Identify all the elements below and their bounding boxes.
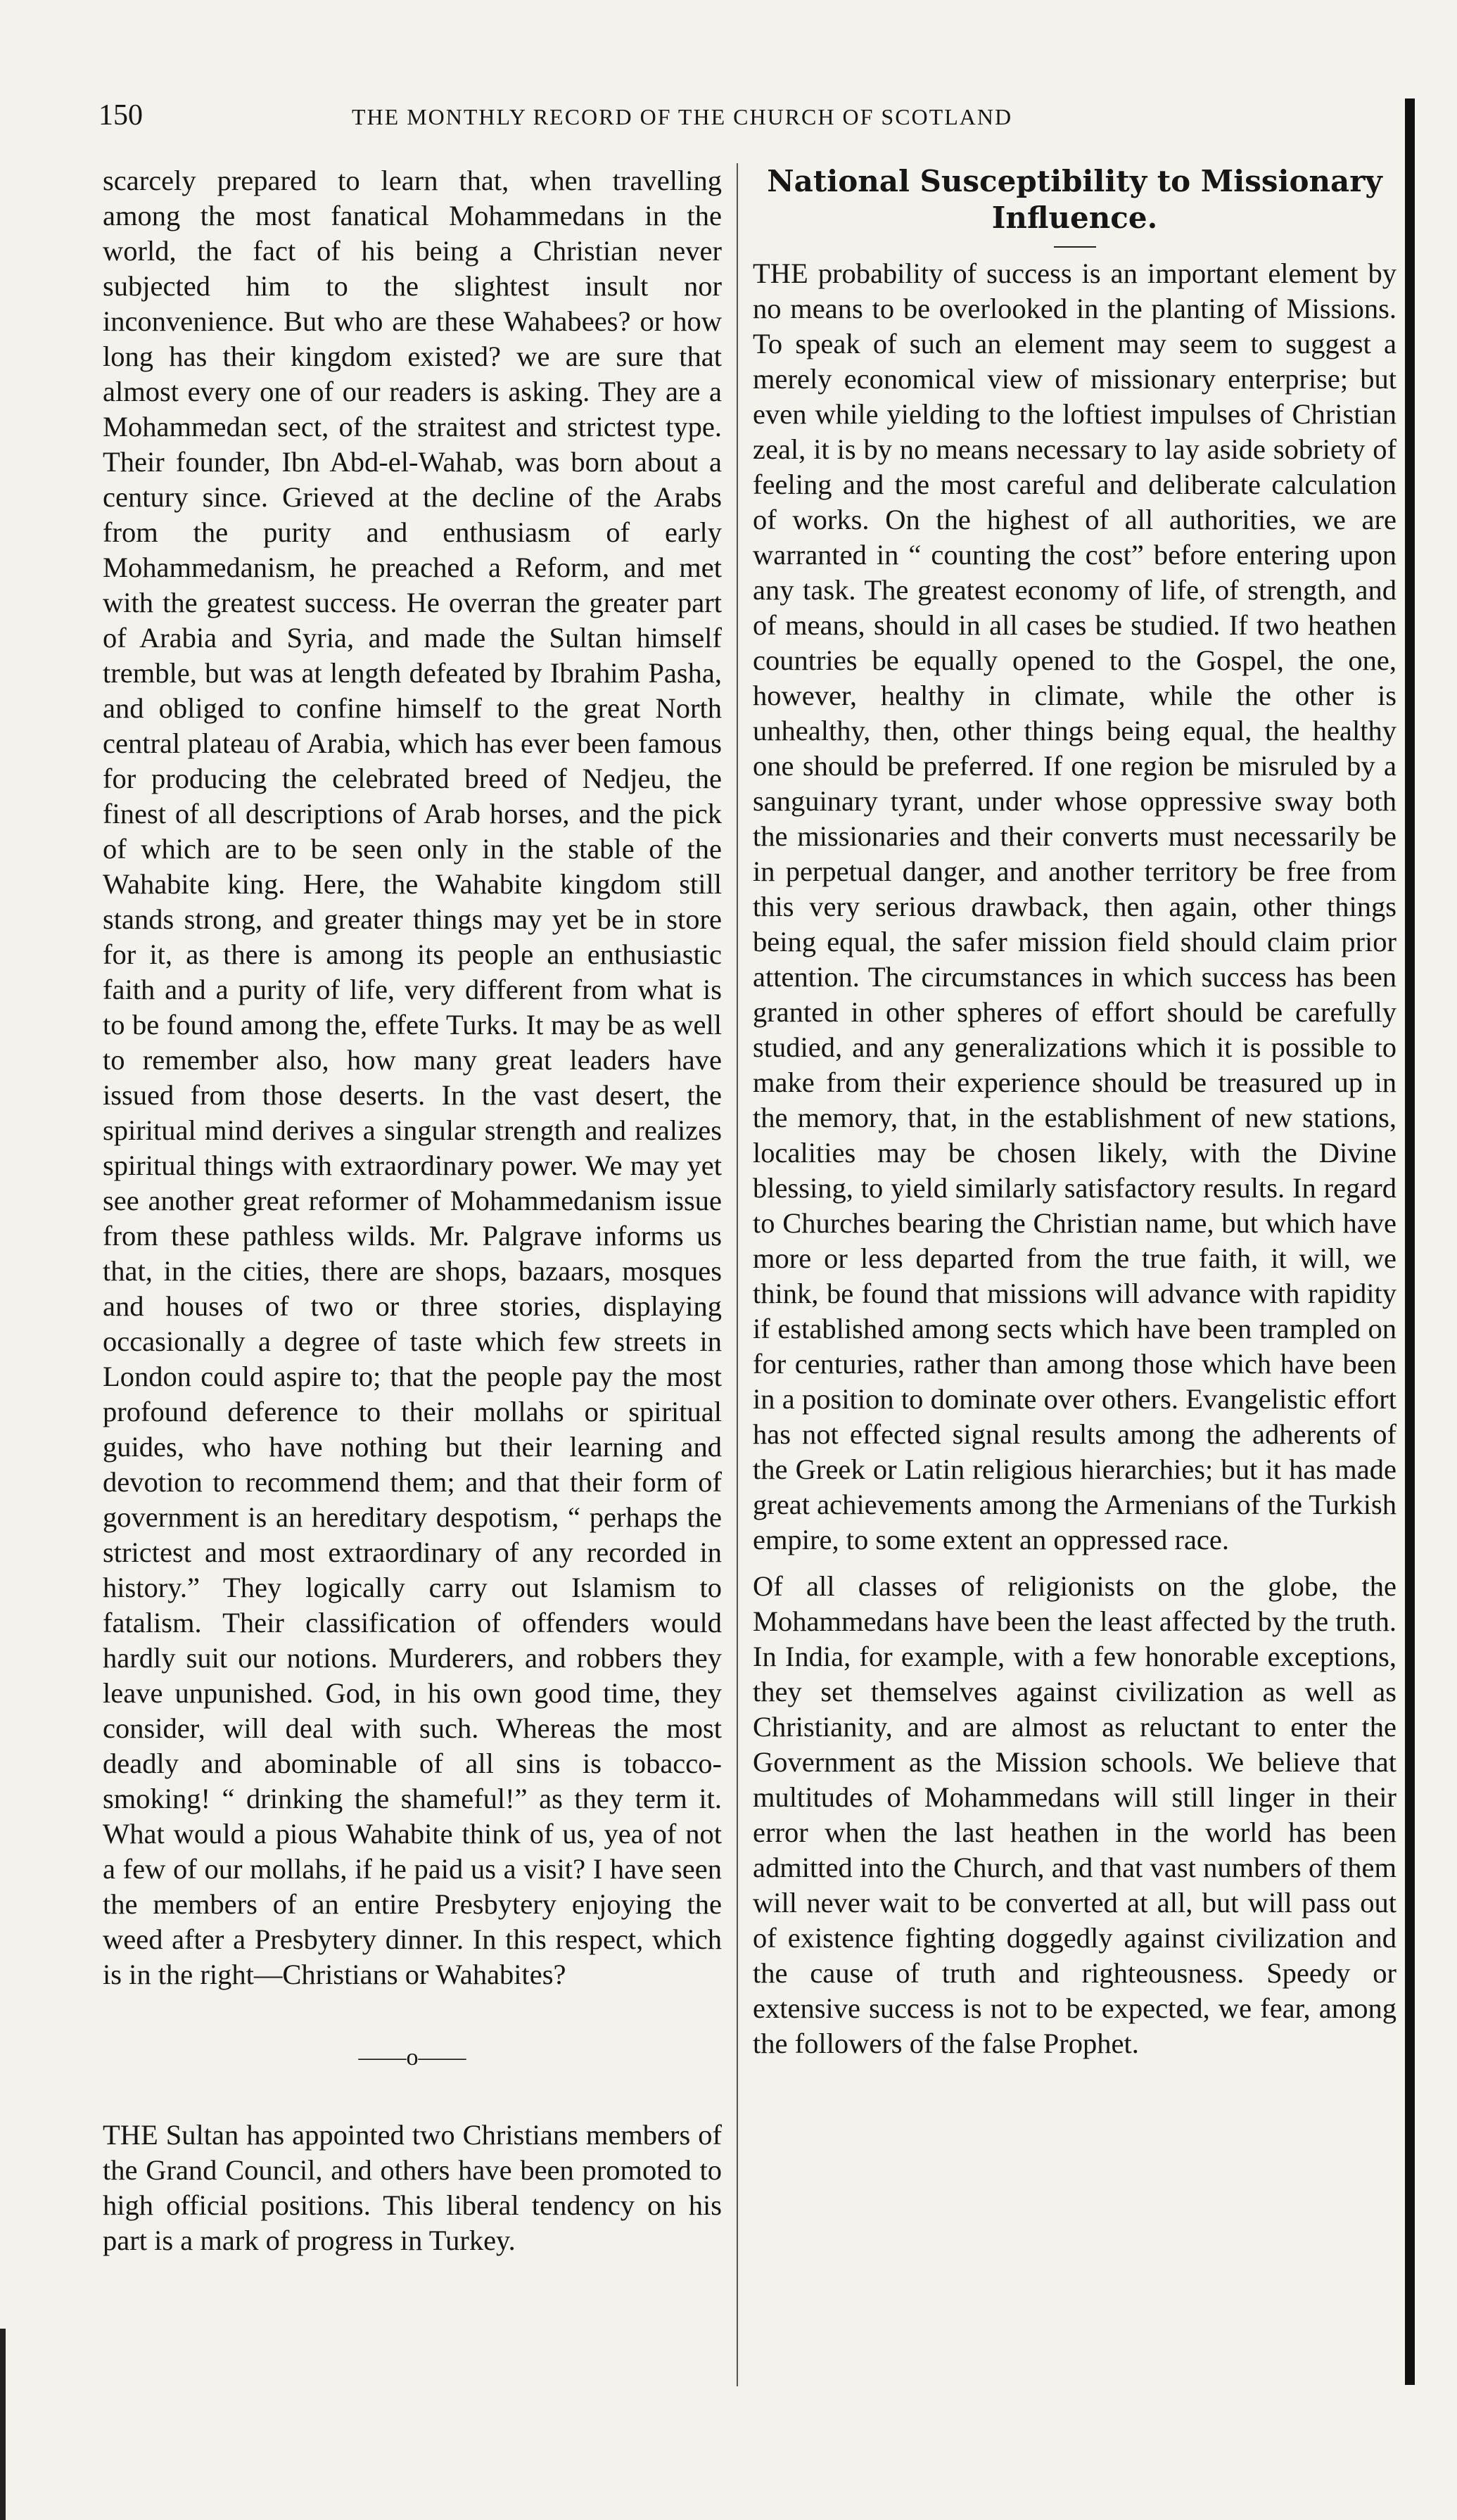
left-column (103, 163, 722, 2258)
right-column (753, 163, 1396, 2061)
section-ornament: ——o—— (358, 2044, 466, 2070)
column-divider (737, 163, 738, 2386)
left-paragraph-1: scarcely prepared to learn that, when travelling among the most fanatical Mohammedans in the world, the fact of his being a Christian never subjected him to the slightest insult nor inconvenience. But who are these Wahabees? or how long has their kingdom existed? we are sure that almost every one of our readers is asking. They are a Mohammedan sect, of the straitest and strictest type. Their founder, Ibn Abd-el-Wahab, was born about a century since. Grieved at the decline of the Arabs from the purity and enthusiasm of early Mohammedanism, he preached a Reform, and met with the greatest success. He overran the greater part of Arabia and Syria, and made the Sultan himself tremble, but was at length defeated by Ibrahim Pasha, and obliged to confine himself to the great North central plateau of Arabia, which has ever been famous for producing the celebrated breed of Nedjeu, the finest of all descriptions of Arab horses, and the pick of which are to be seen only in the stable of the Wahabite king. Here, the Wahabite kingdom still stands strong, and greater things may yet be in store for it, as there is among its people an enthusiastic faith and a purity of life, very different from what is to be found among the, effete Turks. It may be as well to remember also, how many great leaders have issued from those deserts. In the vast desert, the spiritual mind derives a singular strength and realizes spiritual things with extraordinary power. We may yet see another great reformer of Mohammedanism issue from these pathless wilds. Mr. Palgrave informs us that, in the cities, there are shops, bazaars, mosques and houses of two or three stories, displaying occasionally a degree of taste which few streets in London could aspire to; that the people pay the most profound deference to their mollahs or spiritual guides, who have nothing but their learning and devotion to recommend them; and that their form of government is an hereditary despotism, “ perhaps the strictest and most extraordinary of any recorded in history.” They logically carry out Islamism to fatalism. Their classification of offenders would hardly suit our notions. Murderers, and robbers they leave unpunished. God, in his own good time, they consider, will deal with such. Whereas the most deadly and abominable of all sins is tobacco-smoking! “ drinking the shameful!” as they term it. What would a pious Wahabite think of us, yea of not a few of our mollahs, if he paid us a visit? I have seen the members of an entire Presbytery enjoying the weed after a Presbytery dinner. In this respect, which is in the right—Christians or Wahabites? (103, 165, 722, 1990)
right-edge-rule (1405, 98, 1415, 2385)
right-paragraph-1: THE probability of success is an important element by no means to be overlooked in the planting of Missions. To speak of such an element may seem to suggest a merely economical view of missionary enterprise; but even while yielding to the loftiest impulses of Christian zeal, it is by no means necessary to lay aside sobriety of feeling and the most careful and deliberate calculation of works. On the highest of all authorities, we are warranted in “ counting the cost” before entering upon any task. The greatest economy of life, of strength, and of means, should in all cases be studied. If two heathen countries be equally opened to the Gospel, the one, however, healthy in climate, while the other is unhealthy, then, other things being equal, the healthy one should be preferred. If one region be misruled by a sanguinary tyrant, under whose oppressive sway both the missionaries and their converts must necessarily be in perpetual danger, and another territory be free from this very serious drawback, then again, other things being equal, the safer mission field should claim prior attention. The circumstances in which success has been granted in other spheres of effort should be carefully studied, and any generalizations which it is possible to make from their experience should be treasured up in the memory, that, in the establishment of new stations, localities may be chosen likely, with the Divine blessing, to yield similarly satisfactory results. In regard to Churches bearing the Christian name, but which have more or less departed from the true faith, it will, we think, be found that missions will advance with rapidity if established among sects which have been trampled on for centuries, rather than among those which have been in a position to dominate over others. Evangelistic effort has not effected signal results among the adherents of the Greek or Latin religious hierarchies; but it has made great achievements among the Armenians of the Turkish empire, to some extent an oppressed race. (753, 257, 1396, 1555)
left-edge-rule (0, 2329, 6, 2520)
article-headline: National Susceptibility to Missionary Influence. (767, 164, 1382, 235)
page-number: 150 (98, 99, 143, 132)
right-paragraph-2: Of all classes of religionists on the globe, the Mohammedans have been the least affected by the truth. In India, for example, with a few honorable exceptions, they set themselves against civilization as well as Christianity, and are almost as reluctant to enter the Government as the Mission schools. We believe that multitudes of Mohammedans will still linger in their error when the last heathen in the world has been admitted into the Church, and that vast numbers of them will never wait to be converted at all, but will pass out of existence fighting doggedly against civilization and the cause of truth and righteousness. Speedy or extensive success is not to be expected, we fear, among the followers of the false Prophet. (753, 1570, 1396, 2059)
headline-rule (1054, 246, 1096, 248)
left-paragraph-2: THE Sultan has appointed two Christians members of the Grand Council, and others have been promoted to high official positions. This liberal tendency on his part is a mark of progress in Turkey. (103, 2119, 722, 2256)
running-head: THE MONTHLY RECORD OF THE CHURCH OF SCOTLAND (352, 104, 1013, 129)
